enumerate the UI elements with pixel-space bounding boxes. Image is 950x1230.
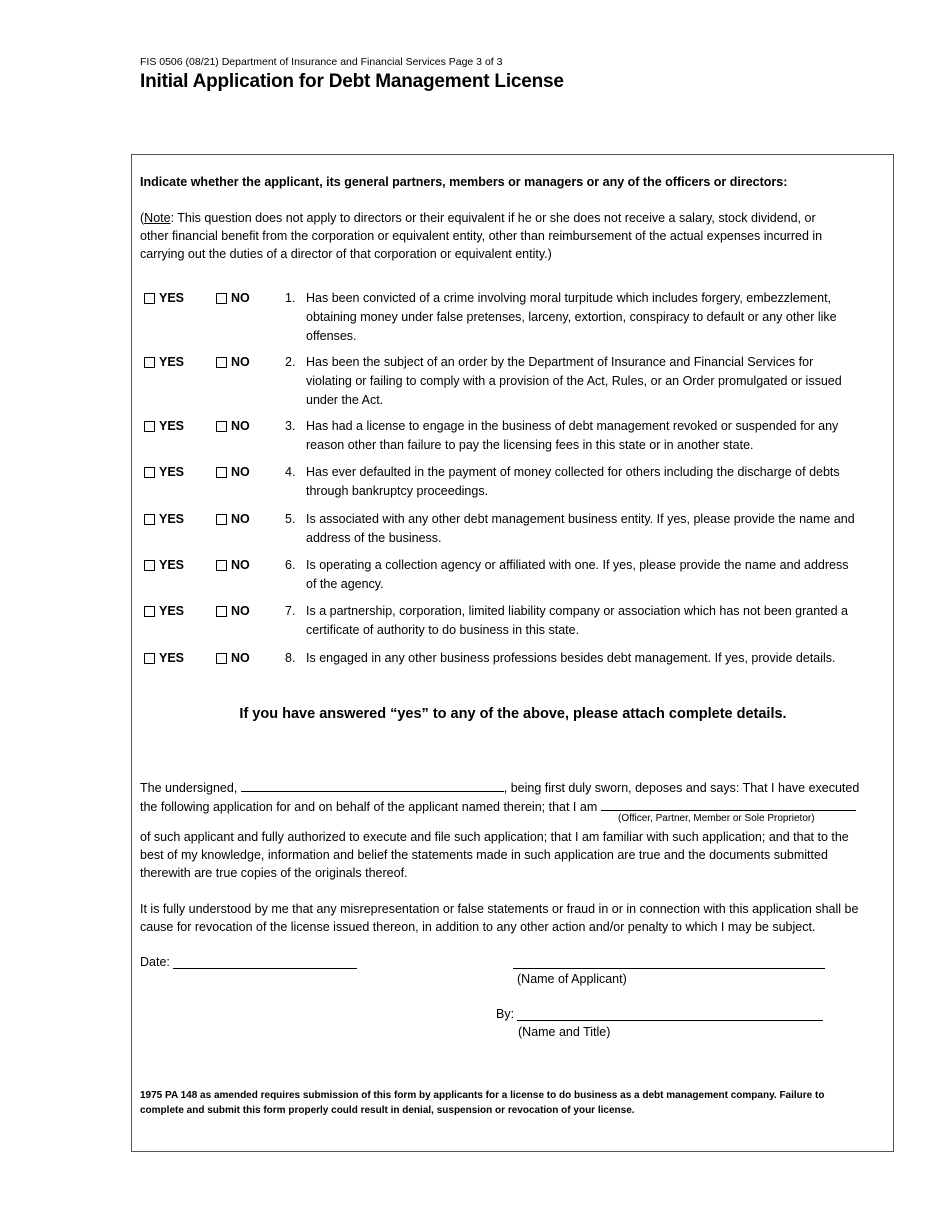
undersigned-name-field[interactable] — [241, 778, 504, 792]
question-text — [285, 649, 865, 668]
affidavit-text-a: The undersigned, — [140, 781, 238, 795]
q7-yes-checkbox[interactable] — [144, 602, 184, 621]
form-id: FIS 0506 (08/21) Department of Insurance and Financial Services Page 3 of 3 — [140, 56, 503, 68]
applicant-name-field[interactable] — [513, 955, 825, 969]
affidavit-paragraph-2: It is fully understood by me that any misrepresentation or false statements or fraud in or in connection with this application shall be cause for revocation of the license issued thereon, in addition to any other action and/or penalty to which I may be subject. — [140, 902, 859, 934]
no-label: NO — [231, 604, 250, 618]
question-text — [285, 556, 855, 594]
q2-yes-checkbox[interactable] — [144, 353, 184, 372]
question-text — [285, 353, 855, 410]
q5-no-checkbox[interactable] — [216, 510, 250, 529]
q1-yes-checkbox[interactable] — [144, 289, 184, 308]
question-text — [285, 289, 855, 346]
yes-label: YES — [159, 604, 185, 618]
legal-footer: 1975 PA 148 as amended requires submission of this form by applicants for a license to do business as a debt management company. Failure to complete and submit this form properly could result in denial, suspension or revocation of your license. — [140, 1090, 825, 1116]
q7-no-checkbox[interactable] — [216, 602, 250, 621]
date-field[interactable] — [173, 955, 357, 969]
question-number: 6. — [285, 558, 296, 572]
checkbox-box[interactable] — [216, 653, 227, 664]
yes-label: YES — [159, 512, 185, 526]
yes-label: YES — [159, 355, 185, 369]
checkbox-box[interactable] — [144, 560, 155, 571]
question-body: Is associated with any other debt management business entity. If yes, please provide the name and address of the business. — [306, 512, 855, 545]
question-text — [285, 417, 855, 455]
question-number: 4. — [285, 465, 296, 479]
instruction: Indicate whether the applicant, its general partners, members or managers or any of the officers or directors: — [140, 175, 788, 189]
yes-label: YES — [159, 558, 185, 572]
question-body: Is a partnership, corporation, limited liability company or association which has not been granted a certificate of authority to do business in this state. — [306, 604, 848, 637]
note-text: : This question does not apply to directors or their equivalent if he or she does not receive a salary, stock dividend, or other financial benefit from the corporation or equivalent entity, other than reimbursement of the actual expenses incurred in carrying out the duties of a director of that corporation or equivalent entity.) — [140, 211, 823, 261]
no-label: NO — [231, 651, 250, 665]
question-body: Is engaged in any other business professions besides debt management. If yes, provide details. — [306, 651, 836, 665]
date-label: Date: — [140, 955, 170, 969]
checkbox-box[interactable] — [216, 357, 227, 368]
checkbox-box[interactable] — [216, 421, 227, 432]
name-and-title-caption: (Name and Title) — [518, 1025, 611, 1039]
no-label: NO — [231, 465, 250, 479]
signer-name-title-field[interactable] — [517, 1007, 823, 1021]
question-number: 3. — [285, 419, 296, 433]
affidavit-paragraph-1 — [140, 778, 875, 816]
note-paragraph — [140, 209, 840, 263]
question-body: Has been convicted of a crime involving moral turpitude which includes forgery, embezzlement, obtaining money under false pretenses, larceny, extortion, conspiracy to default or any other like offenses. — [306, 291, 837, 343]
yes-label: YES — [159, 419, 185, 433]
attach-details-notice: If you have answered “yes” to any of the above, please attach complete details. — [239, 706, 787, 722]
question-body: Has ever defaulted in the payment of money collected for others including the discharge of debts through bankruptcy proceedings. — [306, 465, 840, 498]
name-of-applicant-caption: (Name of Applicant) — [517, 972, 627, 986]
q3-no-checkbox[interactable] — [216, 417, 250, 436]
question-text — [285, 463, 855, 501]
role-caption: (Officer, Partner, Member or Sole Proprietor) — [618, 813, 815, 824]
role-field[interactable] — [601, 797, 856, 811]
checkbox-box[interactable] — [216, 514, 227, 525]
checkbox-box[interactable] — [216, 467, 227, 478]
no-label: NO — [231, 558, 250, 572]
checkbox-box[interactable] — [216, 560, 227, 571]
question-number: 7. — [285, 604, 296, 618]
checkbox-box[interactable] — [144, 653, 155, 664]
q2-no-checkbox[interactable] — [216, 353, 250, 372]
q6-yes-checkbox[interactable] — [144, 556, 184, 575]
q8-yes-checkbox[interactable] — [144, 649, 184, 668]
checkbox-box[interactable] — [144, 467, 155, 478]
checkbox-box[interactable] — [144, 421, 155, 432]
question-text — [285, 602, 855, 640]
checkbox-box[interactable] — [216, 293, 227, 304]
q6-no-checkbox[interactable] — [216, 556, 250, 575]
q1-no-checkbox[interactable] — [216, 289, 250, 308]
yes-label: YES — [159, 465, 185, 479]
question-body: Has been the subject of an order by the Department of Insurance and Financial Services for violating or failing to comply with a provision of the Act, Rules, or an Order promulgated or issued under the Act. — [306, 355, 842, 407]
question-number: 1. — [285, 291, 296, 305]
affidavit-text-b: , being first duly sworn, deposes and says: That I have executed the following application for and on behalf of the applicant named therein; that I am — [140, 781, 860, 814]
question-number: 5. — [285, 512, 296, 526]
yes-label: YES — [159, 291, 185, 305]
checkbox-box[interactable] — [144, 293, 155, 304]
by-label: By: — [496, 1007, 515, 1021]
no-label: NO — [231, 291, 250, 305]
affidavit-paragraph-1-cont: of such applicant and fully authorized to execute and file such application; that I am familiar with such application; and that to the best of my knowledge, information and belief the statements made in such application are true and the documents submitted therewith are true copies of the originals thereof. — [140, 830, 849, 880]
q4-yes-checkbox[interactable] — [144, 463, 184, 482]
q5-yes-checkbox[interactable] — [144, 510, 184, 529]
note-open-paren: ( — [140, 211, 145, 225]
question-number: 2. — [285, 355, 296, 369]
question-number: 8. — [285, 651, 296, 665]
checkbox-box[interactable] — [144, 606, 155, 617]
checkbox-box[interactable] — [144, 357, 155, 368]
q4-no-checkbox[interactable] — [216, 463, 250, 482]
no-label: NO — [231, 355, 250, 369]
q8-no-checkbox[interactable] — [216, 649, 250, 668]
checkbox-box[interactable] — [216, 606, 227, 617]
no-label: NO — [231, 419, 250, 433]
checkbox-box[interactable] — [144, 514, 155, 525]
question-body: Has had a license to engage in the business of debt management revoked or suspended for any reason other than failure to pay the licensing fees in this state or in another state. — [306, 419, 839, 452]
q3-yes-checkbox[interactable] — [144, 417, 184, 436]
question-body: Is operating a collection agency or affiliated with one. If yes, please provide the name and address of the agency. — [306, 558, 849, 591]
yes-label: YES — [159, 651, 185, 665]
page-title: Initial Application for Debt Management License — [140, 71, 564, 92]
no-label: NO — [231, 512, 250, 526]
question-text — [285, 510, 855, 548]
note-label: Note — [144, 211, 171, 225]
